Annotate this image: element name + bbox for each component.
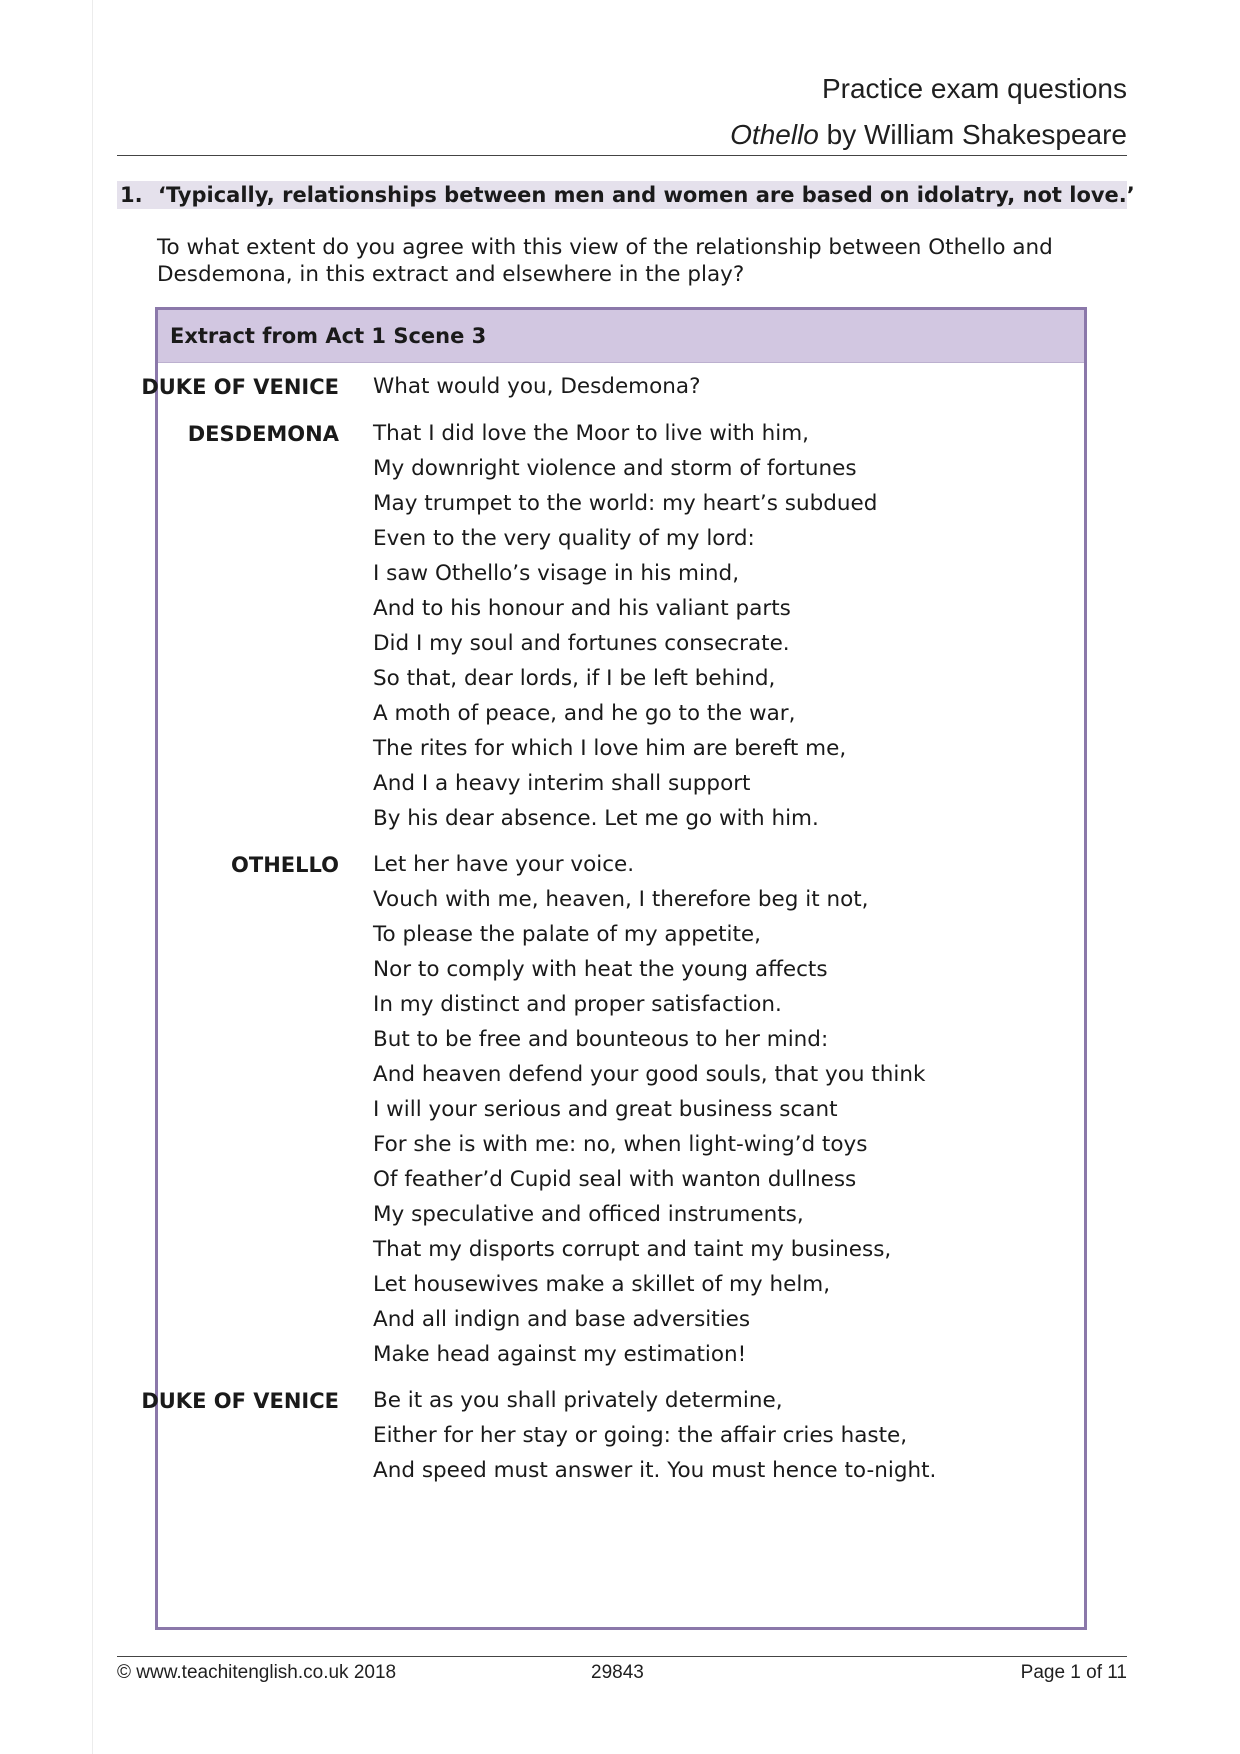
verse-line: Of feather’d Cupid seal with wanton dullness <box>373 1167 857 1192</box>
extract-header <box>158 310 1084 363</box>
speaker-name: OTHELLO <box>231 853 339 877</box>
verse-line: And I a heavy interim shall support <box>373 771 751 796</box>
page-edge <box>92 0 93 1754</box>
verse-line: Be it as you shall privately determine, <box>373 1388 783 1413</box>
verse-line: The rites for which I love him are bereft me, <box>373 736 847 761</box>
verse-line: Let housewives make a skillet of my helm, <box>373 1272 831 1297</box>
verse-line: So that, dear lords, if I be left behind, <box>373 666 776 691</box>
verse-line: And speed must answer it. You must hence to-night. <box>373 1458 937 1483</box>
verse-line: By his dear absence. Let me go with him. <box>373 806 819 831</box>
extract-title: Extract from Act 1 Scene 3 <box>170 324 487 348</box>
header-rule <box>117 155 1127 156</box>
question-text: ‘Typically, relationships between men and women are based on idolatry, not love.’ <box>158 183 1135 207</box>
verse-line: I will your serious and great business scant <box>373 1097 838 1122</box>
question-number: 1. <box>120 183 143 207</box>
verse-line: I saw Othello’s visage in his mind, <box>373 561 740 586</box>
verse-line: Vouch with me, heaven, I therefore beg it not, <box>373 887 869 912</box>
question-prompt: To what extent do you agree with this view of the relationship between Othello and Desdemona, in this extract and elsewhere in the play? <box>157 235 1053 287</box>
header-subtitle: Practice exam questions <box>821 73 1127 104</box>
verse-line: That my disports corrupt and taint my business, <box>373 1237 892 1262</box>
speaker-name: DUKE OF VENICE <box>141 1389 339 1413</box>
verse-line: Even to the very quality of my lord: <box>373 526 755 551</box>
verse-line: To please the palate of my appetite, <box>373 922 761 947</box>
verse-line: Either for her stay or going: the affair cries haste, <box>373 1423 908 1448</box>
verse-line: Make head against my estimation! <box>373 1342 747 1367</box>
footer-page-number: Page 1 of 11 <box>1020 1662 1127 1683</box>
verse-line: That I did love the Moor to live with him, <box>373 421 810 446</box>
verse-line: And all indign and base adversities <box>373 1307 751 1332</box>
footer-rule <box>117 1656 1127 1657</box>
verse-line: And heaven defend your good souls, that you think <box>373 1062 926 1087</box>
verse-line: In my distinct and proper satisfaction. <box>373 992 782 1017</box>
footer-resource-code: 29843 <box>591 1662 644 1683</box>
header-title-italic: Othello <box>730 119 819 150</box>
verse-line: My speculative and officed instruments, <box>373 1202 804 1227</box>
page-header <box>117 66 1127 158</box>
speaker-name: DUKE OF VENICE <box>141 375 339 399</box>
verse-line: A moth of peace, and he go to the war, <box>373 701 796 726</box>
verse-line: For she is with me: no, when light-wing’d toys <box>373 1132 868 1157</box>
verse-line: And to his honour and his valiant parts <box>373 596 791 621</box>
extract-box <box>141 307 1087 1630</box>
speaker-name: DESDEMONA <box>187 422 339 446</box>
verse-line: Nor to comply with heat the young affects <box>373 957 828 982</box>
verse-line: But to be free and bounteous to her mind: <box>373 1027 829 1052</box>
verse-line: Did I my soul and fortunes consecrate. <box>373 631 790 656</box>
verse-line: Let her have your voice. <box>373 852 635 877</box>
header-title-rest: by William Shakespeare <box>818 119 1127 150</box>
footer-copyright: © www.teachitenglish.co.uk 2018 <box>117 1662 397 1683</box>
header-title <box>117 112 1127 158</box>
verse-line: May trumpet to the world: my heart’s subdued <box>373 491 878 516</box>
verse-line: What would you, Desdemona? <box>373 374 701 399</box>
verse-line: My downright violence and storm of fortunes <box>373 456 857 481</box>
